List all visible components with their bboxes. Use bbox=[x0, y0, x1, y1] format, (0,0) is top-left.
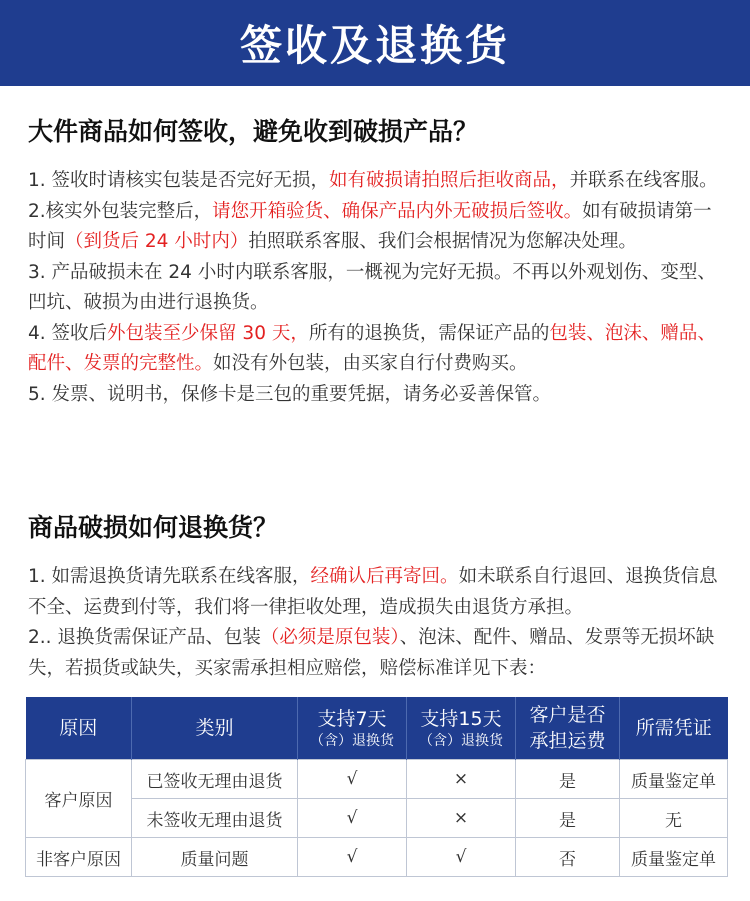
header-freight-line-2: 承担运费 bbox=[529, 730, 606, 752]
returns-policy-table bbox=[25, 697, 728, 877]
signing-item-4 bbox=[28, 319, 728, 380]
header-15-day-sub: （含）退换货 bbox=[419, 733, 503, 749]
returns-item-1-highlight: 经确认后再寄回。 bbox=[310, 566, 459, 587]
signing-item-4-highlight-integrity: 包装、泡沫、赠品、配件、发票的完整性。 bbox=[28, 322, 716, 374]
signing-item-4-text-e: 如没有外包装，由买家自行付费购买。 bbox=[213, 353, 528, 374]
reason-cell-customer: 客户原因 bbox=[26, 760, 132, 838]
signing-section-title: 大件商品如何签收，避免收到破损产品？ bbox=[28, 117, 479, 146]
seven-day-cell: √ bbox=[298, 799, 407, 838]
page-title: 签收及退换货 bbox=[239, 21, 510, 70]
signing-item-2-text-e: 拍照联系客服、我们会根据情况为您解决处理。 bbox=[248, 231, 637, 252]
proof-cell: 质量鉴定单 bbox=[620, 760, 728, 799]
table-row bbox=[26, 760, 728, 799]
returns-item-1 bbox=[28, 562, 728, 623]
freight-cell: 是 bbox=[516, 760, 620, 799]
seven-day-cell: √ bbox=[298, 760, 407, 799]
header-proof: 所需凭证 bbox=[620, 697, 728, 760]
signing-item-4-highlight: 外包装至少保留 30 天， bbox=[107, 322, 309, 344]
signing-item-5 bbox=[28, 380, 728, 411]
reason-cell-non-customer: 非客户原因 bbox=[26, 838, 132, 877]
returns-item-1-text-c: 如未联系自行退回、退换货信息不全、运费到付等，我们将一律拒收处理，造成损失由退货方承担。 bbox=[28, 566, 718, 618]
fifteen-day-cell: × bbox=[407, 799, 516, 838]
table-row bbox=[26, 838, 728, 877]
seven-day-cell: √ bbox=[298, 838, 407, 877]
freight-cell: 是 bbox=[516, 799, 620, 838]
signing-item-3 bbox=[28, 258, 728, 319]
header-reason: 原因 bbox=[26, 697, 132, 760]
returns-item-1-text-a: 1. 如需退换货请先联系在线客服， bbox=[28, 566, 311, 587]
returns-item-2 bbox=[28, 623, 728, 684]
fifteen-day-cell: × bbox=[407, 760, 516, 799]
returns-item-2-text-c: 、泡沫、配件、赠品、发票等无损坏缺失，若损货或缺失，买家需承担相应赔偿，赔偿标准详见下表： bbox=[28, 627, 715, 679]
signing-item-4-text-a: 4. 签收后 bbox=[28, 322, 108, 344]
table-row bbox=[26, 799, 728, 838]
proof-cell: 无 bbox=[620, 799, 728, 838]
header-freight bbox=[516, 697, 620, 760]
header-category: 类别 bbox=[132, 697, 298, 760]
header-7-day-main: 支持7天 bbox=[317, 708, 387, 730]
header-7-day bbox=[298, 697, 407, 760]
category-cell: 已签收无理由退货 bbox=[132, 760, 298, 799]
signing-section bbox=[28, 112, 728, 410]
returns-section bbox=[28, 508, 728, 684]
signing-item-5-text: 5. 发票、说明书，保修卡是三包的重要凭据，请务必妥善保管。 bbox=[28, 383, 552, 405]
signing-item-4-text-c: 所有的退换货，需保证产品的 bbox=[308, 322, 550, 344]
signing-item-1-highlight: 如有破损请拍照后拒收商品， bbox=[329, 170, 570, 191]
signing-item-1-text-a: 1. 签收时请核实包装是否完好无损， bbox=[28, 170, 330, 191]
signing-item-1 bbox=[28, 166, 728, 197]
header-15-day bbox=[407, 697, 516, 760]
signing-item-2-text-a: 2.核实外包装完整后， bbox=[28, 200, 213, 222]
fifteen-day-cell: √ bbox=[407, 838, 516, 877]
table-header-row bbox=[26, 697, 728, 760]
header-banner bbox=[0, 0, 750, 86]
header-freight-line-1: 客户是否 bbox=[529, 704, 606, 726]
signing-item-2 bbox=[28, 197, 728, 258]
header-15-day-main: 支持15天 bbox=[420, 708, 502, 730]
signing-item-2-highlight: 请您开箱验货、确保产品内外无破损后签收。 bbox=[212, 200, 583, 222]
returns-item-2-highlight: （必须是原包装） bbox=[260, 627, 400, 648]
proof-cell: 质量鉴定单 bbox=[620, 838, 728, 877]
signing-item-1-text-c: 并联系在线客服。 bbox=[569, 170, 718, 191]
signing-item-2-text-c: 如有破损请第一时间 bbox=[28, 200, 712, 252]
returns-item-2-text-a: 2.. 退换货需保证产品、包装 bbox=[28, 627, 261, 648]
header-7-day-sub: （含）退换货 bbox=[310, 733, 394, 749]
signing-item-3-text: 3. 产品破损未在 24 小时内联系客服，一概视为完好无损。不再以外观划伤、变型、凹坑、破损为由进行退换货。 bbox=[28, 261, 716, 313]
category-cell: 质量问题 bbox=[132, 838, 298, 877]
signing-item-2-highlight-time: （到货后 24 小时内） bbox=[65, 231, 249, 252]
freight-cell: 否 bbox=[516, 838, 620, 877]
returns-section-title: 商品破损如何退换货？ bbox=[28, 513, 279, 542]
category-cell: 未签收无理由退货 bbox=[132, 799, 298, 838]
